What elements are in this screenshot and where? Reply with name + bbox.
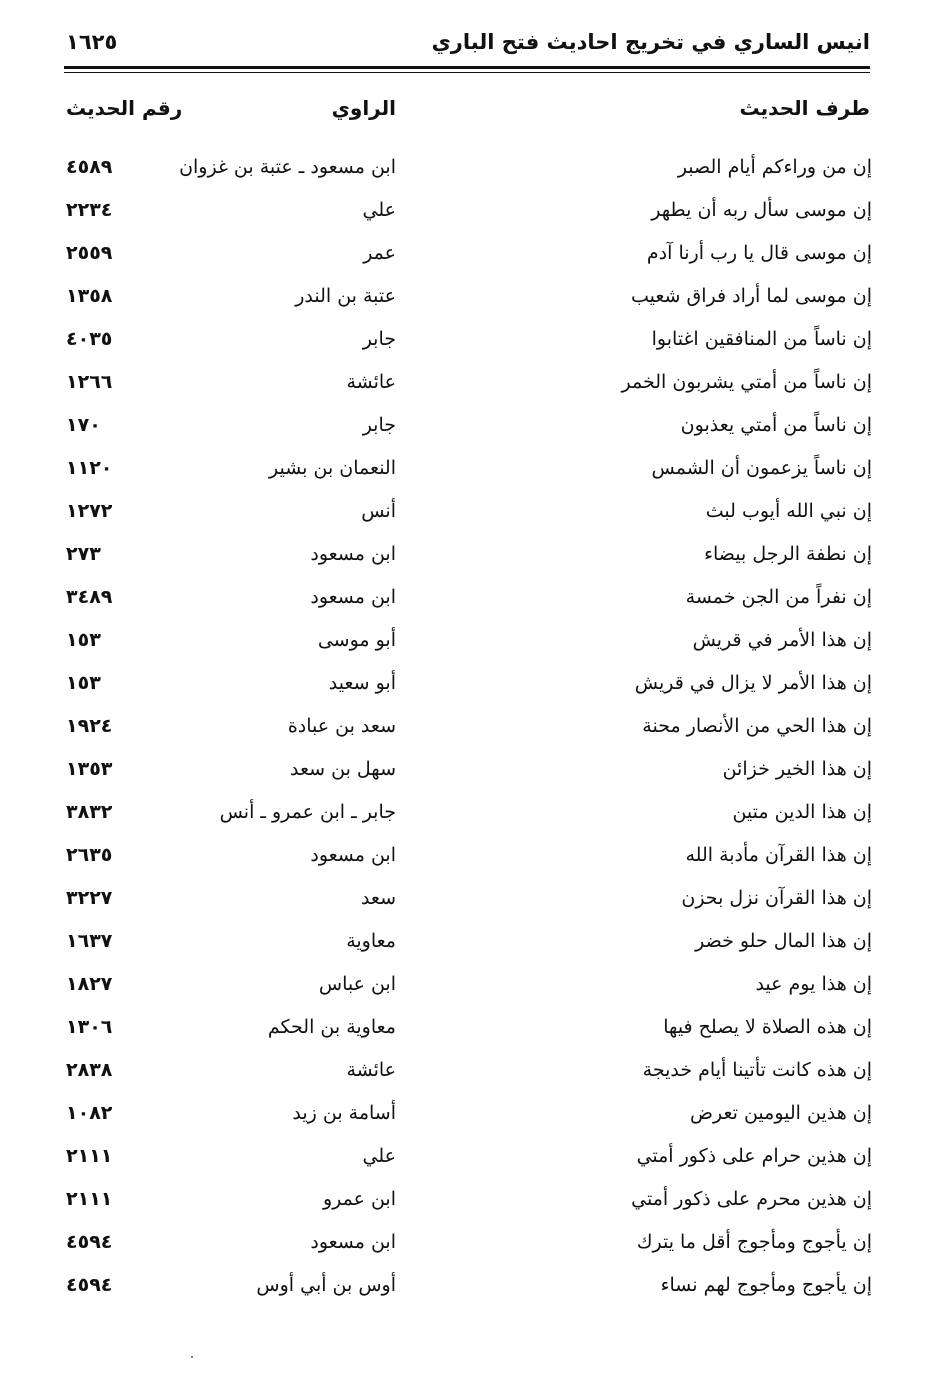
narrator-name: جابر bbox=[362, 414, 396, 436]
table-row bbox=[0, 533, 942, 576]
narrator-name: سهل بن سعد bbox=[290, 758, 396, 780]
table-row bbox=[0, 1221, 942, 1264]
hadith-text: إن هذا القرآن مأدبة الله bbox=[685, 844, 872, 866]
narrator-name: سعد bbox=[360, 887, 396, 909]
hadith-number: ٢٨٣٨ bbox=[66, 1059, 113, 1081]
hadith-text: إن موسى لما أراد فراق شعيب bbox=[631, 285, 872, 307]
hadith-number: ١٣٠٦ bbox=[66, 1016, 113, 1038]
hadith-number: ٢١١١ bbox=[66, 1145, 113, 1167]
table-row bbox=[0, 1264, 942, 1307]
narrator-name: أبو موسى bbox=[317, 629, 396, 651]
table-row bbox=[0, 1006, 942, 1049]
table-row bbox=[0, 1092, 942, 1135]
hadith-text: إن يأجوج ومأجوج أقل ما يترك bbox=[636, 1231, 872, 1253]
hadith-text: إن ناساً من أمتي يشربون الخمر bbox=[621, 371, 872, 393]
hadith-text: إن يأجوج ومأجوج لهم نساء bbox=[660, 1274, 872, 1296]
hadith-text: إن هذين محرم على ذكور أمتي bbox=[631, 1188, 872, 1210]
hadith-text: إن هذا المال حلو خضر bbox=[695, 930, 872, 952]
table-row bbox=[0, 146, 942, 189]
hadith-text: إن هذين اليومين تعرض bbox=[690, 1102, 872, 1124]
hadith-text: إن موسى قال يا رب أرنا آدم bbox=[646, 242, 872, 264]
hadith-number: ٣٨٣٢ bbox=[66, 801, 113, 823]
page-number: ١٦٢٥ bbox=[66, 30, 118, 54]
hadith-number: ٣٤٨٩ bbox=[66, 586, 113, 608]
hadith-number: ١٧٠ bbox=[66, 414, 101, 436]
hadith-number: ٤٥٨٩ bbox=[66, 156, 113, 178]
narrator-name: ابن عمرو bbox=[322, 1188, 396, 1210]
hadith-number: ٢٥٥٩ bbox=[66, 242, 113, 264]
table-row bbox=[0, 920, 942, 963]
hadith-number: ١٥٣ bbox=[66, 672, 101, 694]
hadith-number: ٢١١١ bbox=[66, 1188, 113, 1210]
hadith-text: إن هذا يوم عيد bbox=[755, 973, 872, 995]
running-title: انيس الساري في تخريج احاديث فتح الباري bbox=[431, 30, 870, 54]
hadith-text: إن هذا الدين متين bbox=[732, 801, 872, 823]
hadith-number: ١٣٥٣ bbox=[66, 758, 113, 780]
table-row bbox=[0, 404, 942, 447]
header-rule-thick bbox=[64, 66, 870, 69]
narrator-name: عائشة bbox=[346, 1059, 396, 1081]
hadith-number: ٣٢٢٧ bbox=[66, 887, 113, 909]
hadith-text: إن هذا الحي من الأنصار محنة bbox=[642, 715, 872, 737]
table-row bbox=[0, 662, 942, 705]
narrator-name: أنس bbox=[361, 500, 396, 522]
hadith-text: إن موسى سأل ربه أن يطهر bbox=[651, 199, 872, 221]
hadith-number: ١٩٢٤ bbox=[66, 715, 113, 737]
hadith-text: إن نبي الله أيوب لبث bbox=[705, 500, 872, 522]
narrator-name: ابن مسعود ـ عتبة بن غزوان bbox=[179, 156, 396, 178]
hadith-number: ٢٦٣٥ bbox=[66, 844, 113, 866]
hadith-text: إن ناساً من المنافقين اغتابوا bbox=[651, 328, 872, 350]
narrator-name: ابن مسعود bbox=[310, 543, 396, 565]
narrator-name: علي bbox=[362, 1145, 396, 1167]
header-rule-thin bbox=[64, 72, 870, 73]
hadith-text: إن ناساً من أمتي يعذبون bbox=[680, 414, 872, 436]
table-row bbox=[0, 361, 942, 404]
table-row bbox=[0, 619, 942, 662]
table-row bbox=[0, 877, 942, 920]
hadith-number: ١٢٧٢ bbox=[66, 500, 113, 522]
hadith-text: إن هذه الصلاة لا يصلح فيها bbox=[663, 1016, 872, 1038]
narrator-name: أسامة بن زيد bbox=[292, 1102, 396, 1124]
hadith-number: ٤٠٣٥ bbox=[66, 328, 113, 350]
hadith-number: ١٢٦٦ bbox=[66, 371, 113, 393]
table-row bbox=[0, 1178, 942, 1221]
table-row bbox=[0, 963, 942, 1006]
table-row bbox=[0, 1135, 942, 1178]
narrator-name: معاوية bbox=[346, 930, 396, 952]
narrator-name: معاوية بن الحكم bbox=[267, 1016, 396, 1038]
hadith-text: إن هذا القرآن نزل بحزن bbox=[681, 887, 872, 909]
column-header-narrator: الراوي bbox=[331, 96, 396, 120]
narrator-name: علي bbox=[362, 199, 396, 221]
hadith-number: ١٣٥٨ bbox=[66, 285, 113, 307]
hadith-text: إن ناساً يزعمون أن الشمس bbox=[651, 457, 872, 479]
table-row bbox=[0, 791, 942, 834]
hadith-number: ١٦٣٧ bbox=[66, 930, 113, 952]
narrator-name: عائشة bbox=[346, 371, 396, 393]
narrator-name: سعد بن عبادة bbox=[287, 715, 396, 737]
table-row bbox=[0, 232, 942, 275]
hadith-text: إن من وراءكم أيام الصبر bbox=[677, 156, 872, 178]
column-header-number: رقم الحديث bbox=[66, 96, 183, 120]
narrator-name: ابن عباس bbox=[318, 973, 396, 995]
hadith-text: إن هذه كانت تأتينا أيام خديجة bbox=[642, 1059, 872, 1081]
hadith-text: إن هذا الخير خزائن bbox=[722, 758, 872, 780]
narrator-name: ابن مسعود bbox=[310, 586, 396, 608]
table-row bbox=[0, 318, 942, 361]
narrator-name: عمر bbox=[363, 242, 396, 264]
narrator-name: أبو سعيد bbox=[328, 672, 396, 694]
column-header-hadith: طرف الحديث bbox=[739, 96, 870, 120]
hadith-text: إن نطفة الرجل بيضاء bbox=[704, 543, 872, 565]
table-row bbox=[0, 1049, 942, 1092]
table-row bbox=[0, 275, 942, 318]
narrator-name: النعمان بن بشير bbox=[269, 457, 396, 479]
table-row bbox=[0, 189, 942, 232]
table-row bbox=[0, 490, 942, 533]
table-row bbox=[0, 748, 942, 791]
table-row bbox=[0, 447, 942, 490]
hadith-number: ١١٢٠ bbox=[66, 457, 113, 479]
hadith-index-table bbox=[0, 146, 942, 1307]
hadith-number: ٤٥٩٤ bbox=[66, 1274, 113, 1296]
hadith-number: ١٥٣ bbox=[66, 629, 101, 651]
hadith-number: ٤٥٩٤ bbox=[66, 1231, 113, 1253]
narrator-name: جابر bbox=[362, 328, 396, 350]
hadith-text: إن هذين حرام على ذكور أمتي bbox=[636, 1145, 872, 1167]
narrator-name: أوس بن أبي أوس bbox=[256, 1274, 396, 1296]
narrator-name: ابن مسعود bbox=[310, 844, 396, 866]
hadith-text: إن هذا الأمر لا يزال في قريش bbox=[634, 672, 872, 694]
hadith-text: إن هذا الأمر في قريش bbox=[692, 629, 872, 651]
table-row bbox=[0, 834, 942, 877]
narrator-name: ابن مسعود bbox=[310, 1231, 396, 1253]
hadith-number: ٢٧٣ bbox=[66, 543, 101, 565]
narrator-name: عتبة بن الندر bbox=[295, 285, 396, 307]
table-row bbox=[0, 576, 942, 619]
narrator-name: جابر ـ ابن عمرو ـ أنس bbox=[219, 801, 396, 823]
table-row bbox=[0, 705, 942, 748]
print-speck bbox=[191, 1356, 193, 1358]
hadith-text: إن نفراً من الجن خمسة bbox=[685, 586, 872, 608]
hadith-number: ١٠٨٢ bbox=[66, 1102, 113, 1124]
hadith-number: ١٨٢٧ bbox=[66, 973, 113, 995]
hadith-number: ٢٢٣٤ bbox=[66, 199, 113, 221]
